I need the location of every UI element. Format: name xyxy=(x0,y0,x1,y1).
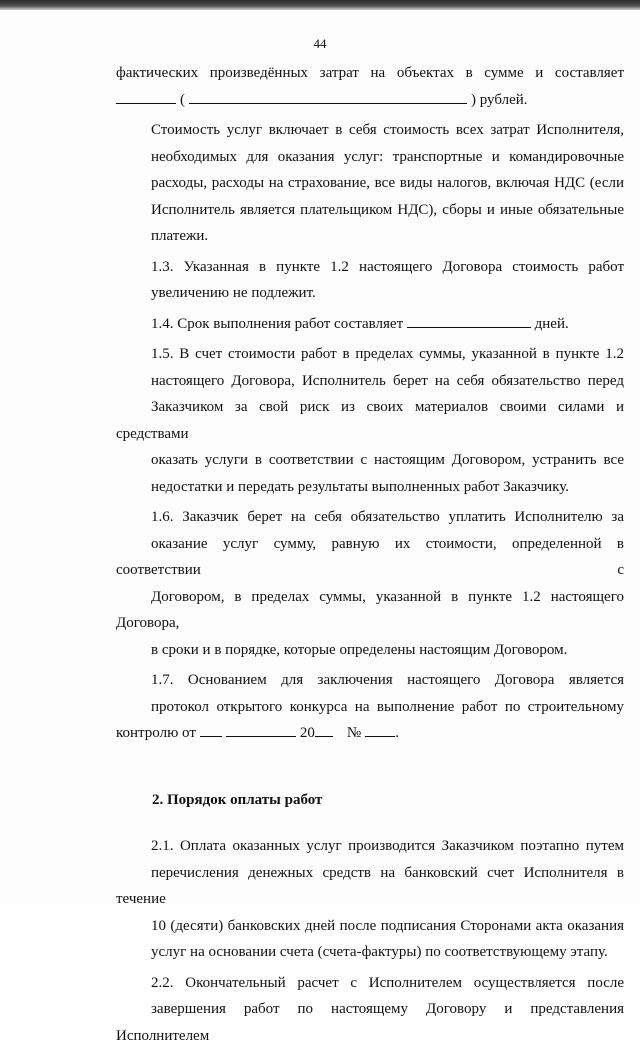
amount-blank-row xyxy=(116,87,624,114)
amount-words-blank xyxy=(189,87,467,104)
text-line: 2.2. Окончательный расчет с Исполнителем осуществляется после xyxy=(116,970,624,997)
text-line: настоящего Договора, Исполнитель берет на себя обязательство перед xyxy=(116,368,624,395)
text-line: Стоимость услуг включает в себя стоимость всех затрат Исполнителя, xyxy=(116,117,624,144)
rubles-text: ) рублей. xyxy=(471,87,528,114)
text-line: оказать услуги в соответствии с настоящим Договором, устранить все xyxy=(116,447,624,474)
text-line: услуг на основании счета (счета-фактуры) по соответствующему этапу. xyxy=(116,939,624,966)
paragraph-2-1 xyxy=(116,833,624,966)
text-line: оказание услуг сумму, равную их стоимости, определенной в соответствии с xyxy=(116,531,624,584)
control-from-label: контролю от xyxy=(116,720,196,747)
text-line: 1.5. В счет стоимости работ в пределах суммы, указанной в пункте 1.2 xyxy=(116,341,624,368)
text-line: 1.3. Указанная в пункте 1.2 настоящего Договора стоимость работ xyxy=(116,254,624,281)
year-blank xyxy=(315,720,333,737)
days-label: дней. xyxy=(535,316,569,332)
text-line: недостатки и передать результаты выполненных работ Заказчику. xyxy=(116,474,624,501)
intro-paragraph xyxy=(116,60,624,113)
document-body xyxy=(116,60,624,1049)
paragraph-cost-includes xyxy=(116,117,624,250)
protocol-number-blank xyxy=(365,720,395,737)
text-line: Договором, в пределах суммы, указанной в пункте 1.2 настоящего Договора, xyxy=(116,584,624,637)
paragraph-1-3 xyxy=(116,254,624,307)
month-blank xyxy=(226,720,296,737)
text-line: в сроки и в порядке, которые определены настоящим Договором. xyxy=(116,637,624,664)
intro-line: фактических произведённых затрат на объектах в сумме и составляет xyxy=(116,60,624,87)
amount-blank xyxy=(116,87,176,104)
day-blank xyxy=(200,720,222,737)
period: . xyxy=(395,720,399,747)
text-line: протокол открытого конкурса на выполнение работ по строительному xyxy=(116,694,624,721)
section-2-heading: 2. Порядок оплаты работ xyxy=(152,787,624,814)
text-line: расходы, расходы на страхование, все виды налогов, включая НДС (если xyxy=(116,170,624,197)
paragraph-2-2 xyxy=(116,970,624,1049)
year-prefix: 20 xyxy=(300,720,315,747)
open-paren: ( xyxy=(180,87,185,114)
text-line: 1.7. Основанием для заключения настоящего Договора является xyxy=(116,667,624,694)
term-label: 1.4. Срок выполнения работ составляет xyxy=(151,316,403,332)
protocol-date-row xyxy=(116,720,624,747)
text-line: 2.1. Оплата оказанных услуг производится Заказчиком поэтапно путем xyxy=(116,833,624,860)
text-line: Исполнитель является плательщиком НДС), сборы и иные обязательные xyxy=(116,197,624,224)
days-blank xyxy=(407,311,531,328)
paragraph-1-6 xyxy=(116,504,624,663)
text-line: завершения работ по настоящему Договору и представления Исполнителем xyxy=(116,996,624,1049)
page-number: 44 xyxy=(0,36,640,52)
text-line: Заказчиком за свой риск из своих материалов своими силами и средствами xyxy=(116,394,624,447)
text-line: необходимых для оказания услуг: транспортные и командировочные xyxy=(116,144,624,171)
text-line: увеличению не подлежит. xyxy=(116,280,624,307)
scan-top-edge xyxy=(0,0,640,10)
paragraph-1-4 xyxy=(116,311,624,338)
paragraph-1-5 xyxy=(116,341,624,500)
paragraph-1-7 xyxy=(116,667,624,747)
text-line: платежи. xyxy=(116,223,624,250)
number-sign: № xyxy=(347,720,361,747)
text-line: перечисления денежных средств на банковский счет Исполнителя в течение xyxy=(116,860,624,913)
text-line: 10 (десяти) банковских дней после подписания Сторонами акта оказания xyxy=(116,913,624,940)
text-line: 1.6. Заказчик берет на себя обязательство уплатить Исполнителю за xyxy=(116,504,624,531)
